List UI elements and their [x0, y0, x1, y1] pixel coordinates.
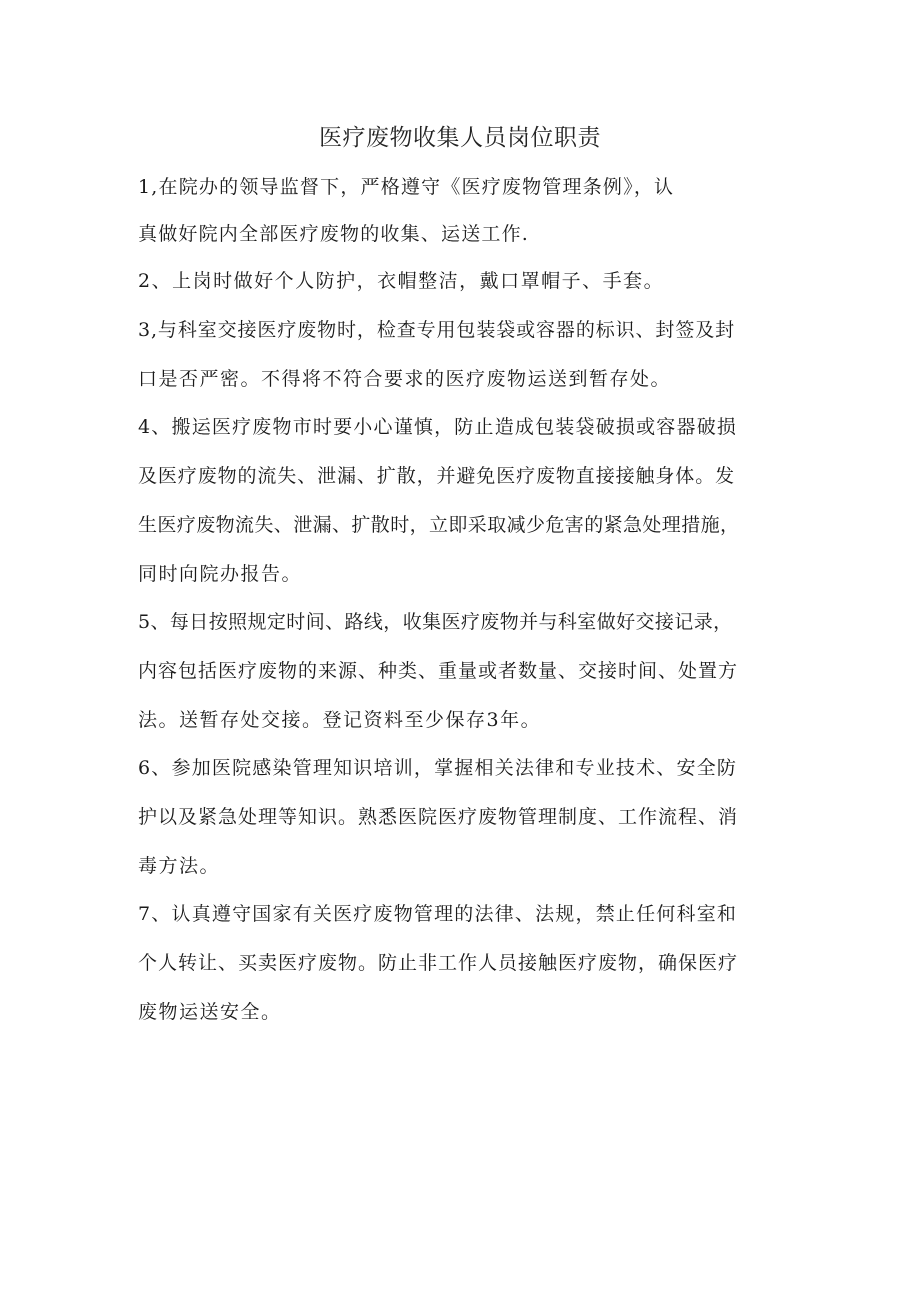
paragraph-6-line-1: 6、参加医院感染管理知识培训，掌握相关法律和专业技术、安全防	[138, 757, 738, 779]
paragraph-4-line-4: 同时向院办报告。	[138, 563, 303, 585]
paragraph-5-line-2: 内容包括医疗废物的来源、种类、重量或者数量、交接时间、处置方	[138, 660, 739, 682]
paragraph-1-line-2: 真做好院内全部医疗废物的收集、运送工作.	[138, 223, 530, 245]
paragraph-7-line-1: 7、认真遵守国家有关医疗废物管理的法律、法规，禁止任何科室和	[138, 903, 738, 925]
paragraph-5-line-1: 5、每日按照规定时间、路线，收集医疗废物并与科室做好交接记录，	[138, 611, 733, 633]
paragraph-3-line-2: 口是否严密。不得将不符合要求的医疗废物运送到暂存处。	[138, 368, 672, 390]
paragraph-7-line-3: 废物运送安全。	[138, 1001, 282, 1023]
paragraph-6-line-3: 毒方法。	[138, 855, 221, 877]
paragraph-6-line-2: 护以及紧急处理等知识。熟悉医院医疗废物管理制度、工作流程、消	[138, 806, 739, 828]
paragraph-4-line-1: 4、搬运医疗废物市时要小心谨慎，防止造成包装袋破损或容器破损	[138, 416, 738, 438]
paragraph-4-line-3: 生医疗废物流失、泄漏、扩散时，立即采取减少危害的紧急处理措施，	[138, 514, 740, 536]
paragraph-5-line-3: 法。送暂存处交接。登记资料至少保存3年。	[138, 709, 542, 731]
paragraph-7-line-2: 个人转让、买卖医疗废物。防止非工作人员接触医疗废物，确保医疗	[138, 952, 739, 974]
paragraph-3-line-1: 3,与科室交接医疗废物时，检查专用包装袋或容器的标识、封签及封	[138, 319, 736, 341]
document-title: 医疗废物收集人员岗位职责	[319, 125, 601, 151]
paragraph-2-line-1: 2、上岗时做好个人防护，衣帽整洁，戴口罩帽子、手套。	[138, 270, 665, 292]
paragraph-4-line-2: 及医疗废物的流失、泄漏、扩散，并避免医疗废物直接接触身体。发	[138, 465, 736, 487]
paragraph-1-line-1: 1,在院办的领导监督下，严格遵守《医疗废物管理条例》，认	[138, 176, 675, 198]
